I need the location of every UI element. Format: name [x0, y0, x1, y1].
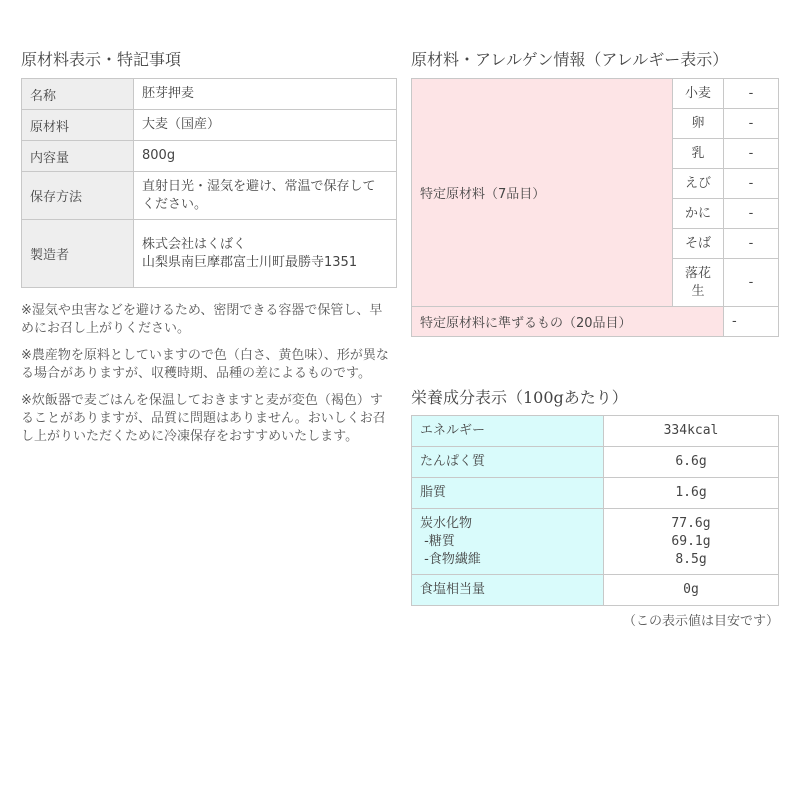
allergen-title: 原材料・アレルゲン情報（アレルギー表示）: [411, 50, 729, 69]
allergen-table: [411, 78, 779, 337]
spec-title: 原材料表示・特記事項: [21, 50, 182, 69]
nutrition-value: 77.6g 69.1g 8.5g: [604, 509, 779, 575]
table-row: [412, 79, 779, 109]
nutrition-key: たんぱく質: [412, 447, 604, 478]
nutrition-value: 6.6g: [604, 447, 779, 478]
nutrition-key: 食塩相当量: [412, 575, 604, 606]
note-text: ※農産物を原料としていますので色（白さ、黄色味）、形が異なる場合がありますが、収穫時期、品種の差によるものです。: [21, 348, 389, 381]
spec-key: 保存方法: [22, 172, 134, 220]
table-row: [22, 79, 397, 110]
table-row: [412, 447, 779, 478]
nutrition-value: 334kcal: [604, 416, 779, 447]
nutrition-note: （この表示値は目安です）: [622, 614, 779, 629]
nutrition-title: 栄養成分表示（100gあたり）: [411, 388, 628, 407]
spec-key: 製造者: [22, 220, 134, 288]
spec-key: 内容量: [22, 141, 134, 172]
allergen-item: 落花生: [673, 259, 724, 307]
table-row: [412, 575, 779, 606]
allergen-item: かに: [673, 199, 724, 229]
allergen-item: 小麦: [673, 79, 724, 109]
allergen-item: えび: [673, 169, 724, 199]
spec-key: 原材料: [22, 110, 134, 141]
allergen-mark: -: [724, 199, 779, 229]
table-row: [412, 509, 779, 575]
nutrition-key: 脂質: [412, 478, 604, 509]
allergen-mark: -: [724, 229, 779, 259]
allergen-item: 乳: [673, 139, 724, 169]
spec-value: 株式会社はくばく 山梨県南巨摩郡富士川町最勝寺1351: [134, 220, 397, 288]
specified-label: 特定原材料（7品目）: [412, 79, 673, 307]
allergen-mark: -: [724, 169, 779, 199]
spec-key: 名称: [22, 79, 134, 110]
table-row: [22, 110, 397, 141]
quasi-label: 特定原材料に準ずるもの（20品目）: [412, 307, 724, 337]
nutrition-table: [411, 415, 779, 606]
nutrition-value: 0g: [604, 575, 779, 606]
table-row: [22, 141, 397, 172]
allergen-mark: -: [724, 109, 779, 139]
spec-value: 大麦（国産）: [134, 110, 397, 141]
allergen-mark: -: [724, 139, 779, 169]
spec-value: 直射日光・湿気を避け、常温で保存してください。: [134, 172, 397, 220]
table-row: [412, 478, 779, 509]
nutrition-key: 炭水化物 -糖質 -食物繊維: [412, 509, 604, 575]
notes: [21, 302, 393, 455]
spec-value: 胚芽押麦: [134, 79, 397, 110]
allergen-item: 卵: [673, 109, 724, 139]
note-text: ※炊飯器で麦ごはんを保温しておきますと麦が変色（褐色）することがありますが、品質に問題はありません。おいしくお召し上がりいただくために冷凍保存をおすすめいたします。: [21, 393, 386, 444]
table-row: [22, 220, 397, 288]
nutrition-value: 1.6g: [604, 478, 779, 509]
nutrition-key: エネルギー: [412, 416, 604, 447]
quasi-value: -: [724, 307, 779, 337]
table-row: [412, 307, 779, 337]
spec-value: 800g: [134, 141, 397, 172]
allergen-mark: -: [724, 79, 779, 109]
note-text: ※湿気や虫害などを避けるため、密閉できる容器で保管し、早めにお召し上がりください。: [21, 303, 383, 336]
allergen-item: そば: [673, 229, 724, 259]
table-row: [412, 416, 779, 447]
spec-table: [21, 78, 397, 288]
table-row: [22, 172, 397, 220]
allergen-mark: -: [724, 259, 779, 307]
